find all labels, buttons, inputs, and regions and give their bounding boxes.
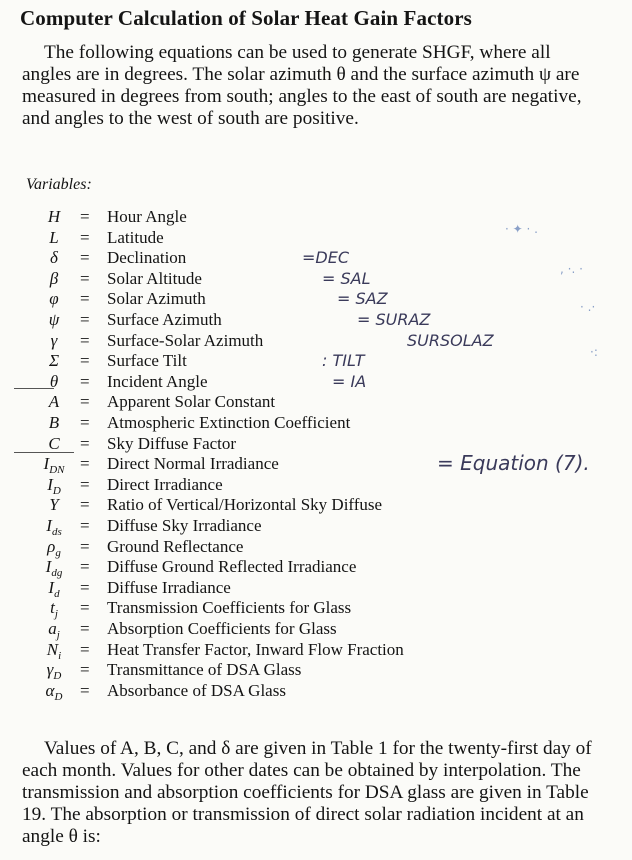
variable-row xyxy=(0,680,632,701)
equals-sign: = xyxy=(80,310,90,329)
variable-symbol: $I_d$ xyxy=(48,577,60,600)
equals-sign: = xyxy=(80,330,90,350)
variable-symbol: $I_{ds}$ xyxy=(46,516,62,538)
variable-row xyxy=(0,556,632,580)
equals-sign: = xyxy=(80,289,90,309)
variable-symbol: ψ xyxy=(48,310,60,329)
margin-scribble: , ·. · xyxy=(560,262,583,276)
equals-sign: = xyxy=(80,227,90,247)
variable-symbol: L xyxy=(49,227,59,247)
variable-row xyxy=(0,451,632,477)
variable-row xyxy=(0,494,632,515)
equals-sign: = xyxy=(80,268,90,288)
handwritten-note: SURSOLAZ xyxy=(407,330,494,350)
variable-definition: Absorbance of DSA Glass xyxy=(107,680,286,700)
intro-paragraph: The following equations can be used to generate SHGF, where all angles are in degrees. The solar azimuth θ and the surface azimuth ψ are measured in degrees from south; angles to the east of south are negative, and angles to the west of south are positive. xyxy=(22,42,582,129)
variable-definition: Solar Azimuth xyxy=(107,289,206,309)
handwritten-note: = SAZ xyxy=(337,289,388,309)
margin-line xyxy=(14,388,54,389)
equals-sign: = xyxy=(80,474,90,494)
variable-row xyxy=(0,350,632,371)
variable-symbol: δ xyxy=(50,248,58,268)
variable-definition: Heat Transfer Factor, Inward Flow Fraction xyxy=(107,639,404,659)
outro-paragraph: Values of A, B, C, and δ are given in Table 1 for the twenty-first day of each month. Values for other dates can be obtained by interpolation. The transmission and absorption coefficients for DSA glass are given in Table 19. The absorption or transmission of direct solar radiation incident at an angle θ is: xyxy=(22,738,592,847)
variable-definition: Surface Tilt xyxy=(107,351,187,371)
variable-symbol: φ xyxy=(49,289,59,309)
variable-row xyxy=(0,330,632,351)
variable-definition: Diffuse Ground Reflected Irradiance xyxy=(107,557,357,577)
variable-row xyxy=(0,288,632,309)
variable-symbol: $I_{dg}$ xyxy=(45,557,63,580)
variable-definition: Direct Normal Irradiance xyxy=(107,454,279,474)
variables-heading: Variables: xyxy=(26,176,92,193)
margin-scribble: ·: xyxy=(590,345,598,359)
equals-sign: = xyxy=(80,598,90,618)
variable-symbol: H xyxy=(47,207,61,226)
variable-row xyxy=(0,597,632,621)
variable-symbol: A xyxy=(48,392,60,412)
equals-sign: = xyxy=(80,680,90,700)
variable-symbol: θ xyxy=(49,371,59,391)
page-title: Computer Calculation of Solar Heat Gain Factors xyxy=(20,6,472,30)
handwritten-note: = Equation (7). xyxy=(437,451,590,476)
variable-definition: Ratio of Vertical/Horizontal Sky Diffuse xyxy=(107,495,383,515)
variable-row xyxy=(0,391,632,412)
equals-sign: = xyxy=(80,577,90,597)
equals-sign: = xyxy=(80,392,90,412)
variable-row xyxy=(0,412,632,433)
variable-row xyxy=(0,247,632,268)
equals-sign: = xyxy=(80,413,90,432)
handwritten-note: : TILT xyxy=(322,351,365,371)
variable-symbol: Σ xyxy=(48,351,60,371)
variable-symbol: B xyxy=(48,413,60,432)
handwritten-note: =DEC xyxy=(302,248,350,268)
variable-definition: Apparent Solar Constant xyxy=(107,392,276,412)
variable-symbol: $t_j$ xyxy=(50,598,58,621)
equals-sign: = xyxy=(80,639,90,659)
variable-definition: Sky Diffuse Factor xyxy=(107,433,237,453)
variable-row xyxy=(0,474,632,495)
variable-row xyxy=(0,639,632,660)
variable-row xyxy=(0,309,632,330)
equals-sign: = xyxy=(80,557,90,577)
variable-row xyxy=(0,618,632,639)
margin-scribble: · ✦ · . xyxy=(505,222,538,236)
variable-definition: Direct Irradiance xyxy=(107,474,223,494)
handwritten-note: = SAL xyxy=(322,268,371,288)
variable-definition: Solar Altitude xyxy=(107,268,202,288)
variable-symbol: C xyxy=(48,433,60,453)
variable-definition: Declination xyxy=(107,248,187,268)
variable-symbol: $\rho_g$ xyxy=(47,536,61,559)
variable-definition: Absorption Coefficients for Glass xyxy=(107,619,337,638)
variable-definition: Diffuse Sky Irradiance xyxy=(107,516,262,535)
variable-symbol: $\alpha_D$ xyxy=(45,680,63,703)
equals-sign: = xyxy=(80,433,90,453)
variable-definition: Transmittance of DSA Glass xyxy=(107,660,302,680)
equals-sign: = xyxy=(80,619,90,638)
variable-row xyxy=(0,515,632,536)
variable-definition: Diffuse Irradiance xyxy=(107,577,231,597)
variable-definition: Ground Reflectance xyxy=(107,536,244,556)
equals-sign: = xyxy=(80,454,90,474)
variable-symbol: $a_j$ xyxy=(48,619,60,641)
variable-definition: Latitude xyxy=(107,227,164,247)
variable-definition: Surface Azimuth xyxy=(107,310,222,329)
equals-sign: = xyxy=(80,516,90,535)
variable-definition: Transmission Coefficients for Glass xyxy=(107,598,352,618)
variable-definition: Incident Angle xyxy=(107,371,208,391)
variable-row xyxy=(0,577,632,598)
variable-symbol: $N_i$ xyxy=(46,639,62,662)
equals-sign: = xyxy=(80,351,90,371)
variable-row xyxy=(0,536,632,557)
variable-symbol: β xyxy=(49,268,59,288)
variable-symbol: $I_{DN}$ xyxy=(43,454,65,477)
handwritten-note: = IA xyxy=(332,371,367,391)
equals-sign: = xyxy=(80,207,90,226)
equals-sign: = xyxy=(80,248,90,268)
variable-row xyxy=(0,268,632,289)
handwritten-note: = SURAZ xyxy=(357,310,431,329)
equals-sign: = xyxy=(80,495,90,515)
margin-line xyxy=(14,452,74,453)
variable-symbol: γ xyxy=(50,330,58,350)
variable-row xyxy=(0,371,632,392)
variable-row xyxy=(0,659,632,683)
variable-definition: Surface-Solar Azimuth xyxy=(107,330,264,350)
variable-symbol: $I_D$ xyxy=(47,474,61,497)
variable-symbol: $\gamma_D$ xyxy=(46,660,62,683)
equals-sign: = xyxy=(80,536,90,556)
equals-sign: = xyxy=(80,371,90,391)
equals-sign: = xyxy=(80,660,90,680)
variable-definition: Hour Angle xyxy=(107,207,187,226)
margin-scribble: · .· xyxy=(580,300,596,314)
variable-definition: Atmospheric Extinction Coefficient xyxy=(107,413,351,432)
variable-symbol: Y xyxy=(49,495,59,515)
